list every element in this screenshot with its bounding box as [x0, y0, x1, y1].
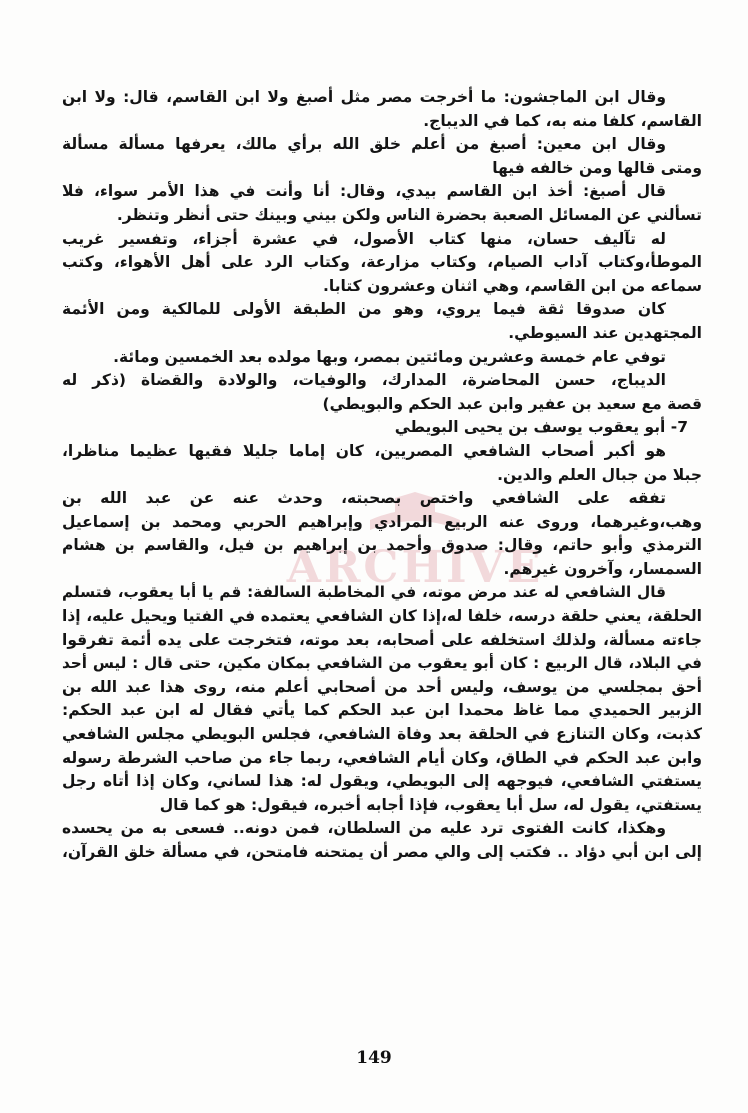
text-line: هو أكبر أصحاب الشافعي المصريين، كان إماما جليلا فقيها عظيما مناظرا،	[62, 441, 666, 460]
text-line: السمسار، وآخرون غيرهم.	[503, 559, 702, 578]
text-line: وهكذا، كانت الفتوى ترد عليه من السلطان، فمن دونه.. فسعى به من يحسده	[62, 819, 666, 838]
page-number: 149	[356, 1048, 392, 1068]
text-line: توفي عام خمسة وعشرين ومائتين بمصر، وبها مولده بعد الخمسين ومائة.	[113, 347, 666, 366]
text-line: الحلقة، يعني حلقة درسه، خلفا له،إذا كان الشافعي يعتمده في الفتيا ويحيل عليه، إذا	[62, 607, 702, 626]
text-line: كذبت، وكان التنازع في الحلقة بعد وفاة الشافعي، فجلس البويطي مجلس الشافعي	[62, 725, 702, 744]
text-line: قصة مع سعيد بن عفير وابن عبد الحكم والبويطي)	[322, 394, 702, 413]
text-line: تسألني عن المسائل الصعبة بحضرة الناس ولكن بيني وبينك حتى أنظر وتنظر.	[116, 205, 702, 224]
text-line: المجتهدين عند السيوطي.	[508, 323, 702, 342]
text-line: سماعه من ابن القاسم، وهي اثنان وعشرون كتابا.	[322, 276, 702, 295]
text-line: يستفتي، يقول له، سل أبا يعقوب، فإذا أجابه أخبره، فيقول: هو كما قال	[159, 795, 702, 814]
text-line: الزبير الحميدي مما غاظ محمدا ابن عبد الحكم كما يأتي فقال له ابن عبد الحكم:	[62, 701, 702, 720]
section-heading: 7- أبو يعقوب يوسف بن يحيى البويطي	[394, 418, 688, 437]
text-line: في البلاد، قال الربيع : كان أبو يعقوب من الشافعي بمكان مكين، حتى قال : ليس أحد	[62, 654, 702, 673]
text-line: إلى ابن أبي دؤاد .. فكتب إلى والي مصر أن يمتحنه فامتحن، في مسألة خلق القرآن،	[62, 843, 702, 861]
document-body	[62, 86, 702, 865]
text-line: تفقه على الشافعي واختص بصحبته، وحدث عنه عن عبد الله بن	[62, 489, 666, 508]
text-line: وقال ابن الماجشون: ما أخرجت مصر مثل أصبغ ولا ابن القاسم، قال: ولا ابن	[62, 88, 666, 106]
text-line: له تآليف حسان، منها كتاب الأصول، في عشرة أجزاء، وتفسير غريب	[62, 229, 666, 248]
text-line: كان صدوقا ثقة فيما يروي، وهو من الطبقة الأولى للمالكية ومن الأئمة	[62, 300, 666, 319]
text-line: جاءته مسألة، ولذلك استخلفه على أصحابه، بعد موته، فتخرجت على يده أئمة تفرقوا	[62, 630, 702, 649]
text-line: الديباج، حسن المحاضرة، المدارك، والوفيات، والولادة والقضاة (ذكر له	[62, 371, 666, 390]
text-line: الموطأ،وكتاب آداب الصيام، وكتاب مزارعة، وكتاب الرد على أهل الأهواء، وكتب	[62, 253, 702, 272]
text-line: وقال ابن معين: أصبغ من أعلم خلق الله برأي مالك، يعرفها مسألة مسألة	[62, 135, 666, 154]
text-line: ومتى قالها ومن خالفه فيها	[492, 158, 702, 177]
text-line: جبلا من جبال العلم والدين.	[497, 465, 702, 484]
text-line: وهب،وغيرهما، وروى عنه الربيع المرادي وإبراهيم الحربي ومحمد بن إسماعيل	[62, 512, 702, 531]
text-line: الترمذي وأبو حاتم، وقال: صدوق وأحمد بن إبراهيم بن فيل، والقاسم بن هشام	[62, 536, 702, 555]
watermark-text: ARCHIVE	[286, 542, 544, 593]
text-line: وابن عبد الحكم في الطاق، وكان أيام الشافعي، ربما جاء من صاحب الشرطة رسوله	[62, 748, 702, 767]
text-line: يستفتي الشافعي، فيوجهه إلى البويطي، ويقول له: هذا لساني، وكان إذا أتاه رجل	[62, 772, 702, 791]
text-line: أحق بمجلسي من يوسف، وليس أحد من أصحابي أعلم منه، روى هذا عبد الله بن	[62, 677, 702, 696]
text-line: قال الشافعي له عند مرض موته، في المخاطبة السالفة: قم يا أبا يعقوب، فتسلم	[62, 583, 666, 602]
text-line: قال أصبغ: أخذ ابن القاسم بيدي، وقال: أنا وأنت في هذا الأمر سواء، فلا	[62, 182, 666, 201]
text-line: القاسم، كلفا منه به، كما في الديباج.	[423, 111, 702, 130]
